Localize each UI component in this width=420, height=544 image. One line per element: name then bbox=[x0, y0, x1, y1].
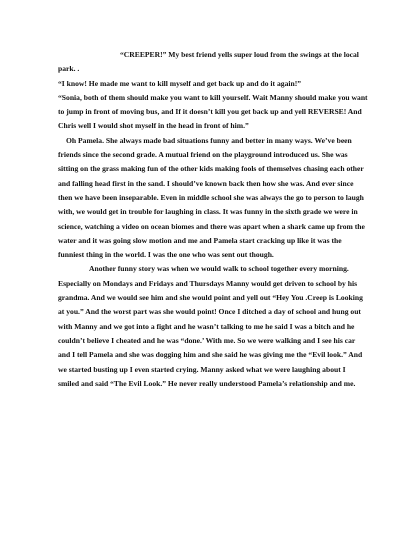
paragraph-i-know: “I know! He made me want to kill myself and get back up and do it again!” bbox=[58, 78, 302, 88]
document-body bbox=[58, 48, 368, 391]
paragraph-sonia: “Sonia, both of them should make you want to kill yourself. Wait Manny should make you want to jump in front of moving bus, and If it doesn’t kill you get back up and yell REVERSE! And Chris well I would shot myself in the head in front of him.” bbox=[58, 92, 368, 131]
paragraph-creeper: “CREEPER!” My best friend yells super loud from the swings at the local park. . bbox=[58, 50, 359, 74]
paragraph-another-funny-story: Another funny story was when we would walk to school together every morning. Especially on Mondays and Fridays and Thursdays Manny would get driven to school by his grandma. And we would see him and she would point and yell out “Hey You .Creep is Looking at you.” And the worst part was she would point! Once I ditched a day of school and hung out with Manny and we got into a fight and he wasn’t talking to me he said I was a bitch and he couldn’t believe I cheated and he was “done.’ With me. So we were walking and I see his car and I tell Pamela and she was dogging him and she said he was giving me the “Evil look.” And we started busting up I even started crying. Manny asked what we were laughing about I smiled and said “The Evil Look.” He never really understood Pamela’s relationship and me. bbox=[58, 264, 363, 388]
paragraph-oh-pamela: Oh Pamela. She always made bad situations funny and better in many ways. We’ve been friends since the second grade. A mutual friend on the playground introduced us. She was sitting on the grass making fun of the other kids making fools of themselves chasing each other and falling head first in the sand. I should’ve known back then how she was. And ever since then we have been inseparable. Even in middle school she was always the go to person to laugh with, we would get in trouble for laughing in class. It was funny in the sixth grade we were in science, watching a video on ocean biomes and there was apart when a shark came up from the water and it was going slow motion and me and Pamela start cracking up like it was the funniest thing in the world. I was the one who was sent out though. bbox=[58, 135, 365, 260]
